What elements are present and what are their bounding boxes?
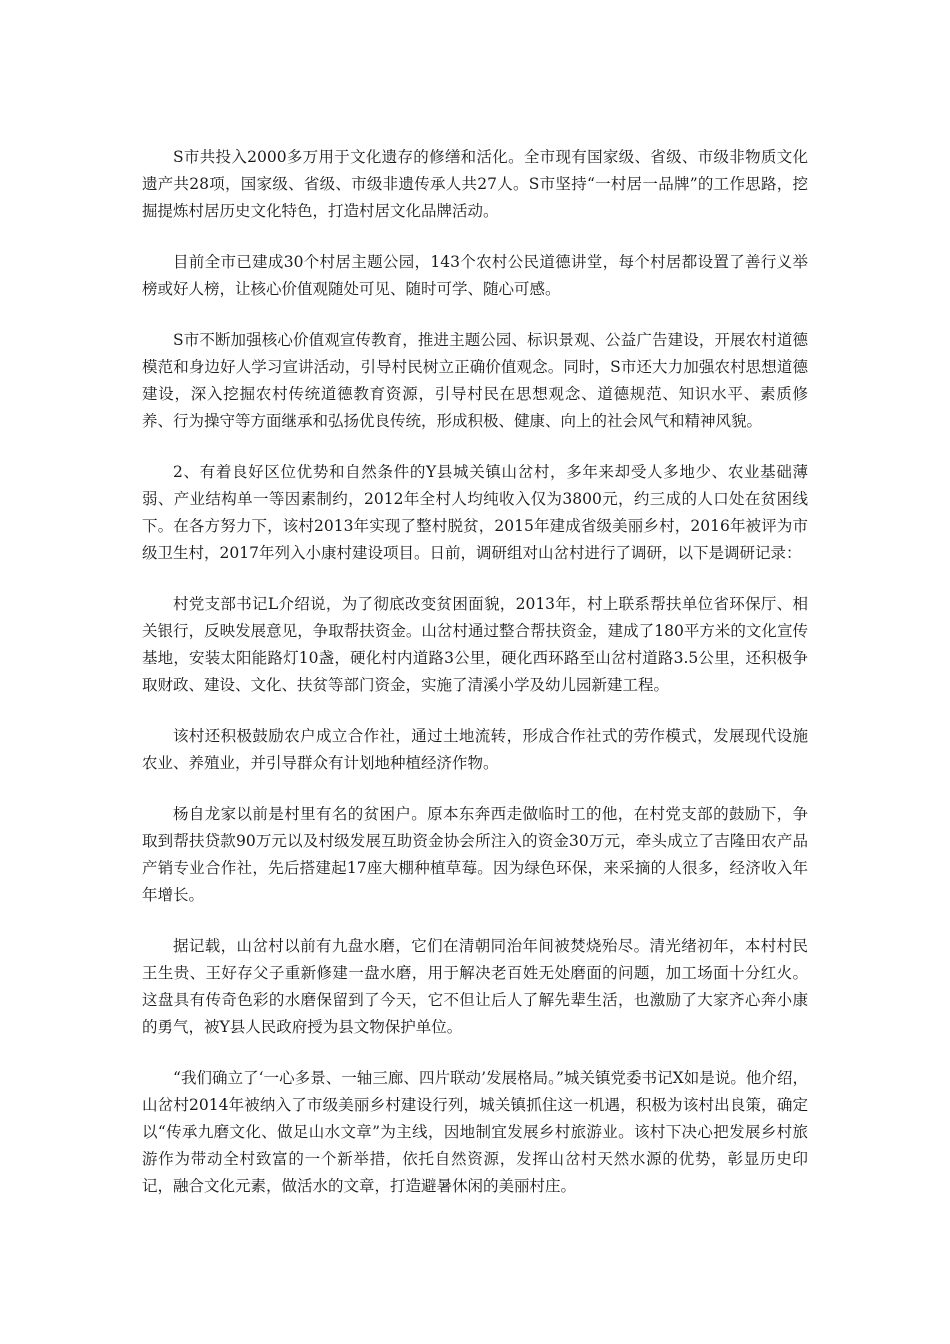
paragraph-cultural-heritage: S市共投入2000多万用于文化遗存的修缮和活化。全市现有国家级、省级、市级非物质文化遗产共28项，国家级、省级、市级非遗传承人共27人。S市坚持“一村居一品牌”的工作思路，挖掘提炼村居历史文化特色，打造村居文化品牌活动。 [142,148,808,220]
paragraph-cooperatives: 该村还积极鼓励农户成立合作社，通过土地流转，形成合作社式的劳作模式，发展现代设施农业、养殖业，并引导群众有计划地种植经济作物。 [142,727,808,772]
document-body [142,144,808,1224]
paragraph-theme-parks: 目前全市已建成30个村居主题公园，143个农村公民道德讲堂，每个村居都设置了善行义举榜或好人榜，让核心价值观随处可见、随时可学、随心可感。 [142,253,808,298]
paragraph-water-mill: 据记载，山岔村以前有九盘水磨，它们在清朝同治年间被焚烧殆尽。清光绪初年，本村村民王生贵、王好存父子重新修建一盘水磨，用于解决老百姓无处磨面的问题，加工场面十分红火。这盘具有传奇色彩的水磨保留到了今天，它不但让后人了解先辈生活，也激励了大家齐心奔小康的勇气，被Y县人民政府授为县文物保护单位。 [142,937,808,1036]
paragraph-core-values: S市不断加强核心价值观宣传教育，推进主题公园、标识景观、公益广告建设，开展农村道德模范和身边好人学习宣讲活动，引导村民树立正确价值观念。同时，S市还大力加强农村思想道德建设，深入挖掘农村传统道德教育资源，引导村民在思想观念、道德规范、知识水平、素质修养、行为操守等方面继承和弘扬优良传统，形成积极、健康、向上的社会风气和精神风貌。 [142,331,808,430]
paragraph-shancha-village-intro: 2、有着良好区位优势和自然条件的Y县城关镇山岔村，多年来却受人多地少、农业基础薄弱、产业结构单一等因素制约，2012年全村人均纯收入仅为3800元，约三成的人口处在贫困线下。在各方努力下，该村2013年实现了整村脱贫，2015年建成省级美丽乡村，2016年被评为市级卫生村，2017年列入小康村建设项目。日前，调研组对山岔村进行了调研，以下是调研记录： [142,463,808,562]
paragraph-development-pattern: “我们确立了‘一心多景、一轴三廊、四片联动’发展格局。”城关镇党委书记X如是说。他介绍，山岔村2014年被纳入了市级美丽乡村建设行列，城关镇抓住这一机遇，积极为该村出良策，确定以“传承九磨文化、做足山水文章”为主线，因地制宜发展乡村旅游业。该村下决心把发展乡村旅游作为带动全村致富的一个新举措，依托自然资源，发挥山岔村天然水源的优势，彰显历史印记，融合文化元素，做活水的文章，打造避暑休闲的美丽村庄。 [142,1069,808,1195]
paragraph-yang-zilong: 杨自龙家以前是村里有名的贫困户。原本东奔西走做临时工的他，在村党支部的鼓励下，争取到帮扶贷款90万元以及村级发展互助资金协会所注入的资金30万元，牵头成立了吉隆田农产品产销专业合作社，先后搭建起17座大棚种植草莓。因为绿色环保，来采摘的人很多，经济收入年年增长。 [142,805,808,904]
paragraph-party-secretary-l: 村党支部书记L介绍说，为了彻底改变贫困面貌，2013年，村上联系帮扶单位省环保厅、相关银行，反映发展意见，争取帮扶资金。山岔村通过整合帮扶资金，建成了180平方米的文化宣传基地，安装太阳能路灯10盏，硬化村内道路3公里，硬化西环路至山岔村道路3.5公里，还积极争取财政、建设、文化、扶贫等部门资金，实施了清溪小学及幼儿园新建工程。 [142,595,808,694]
